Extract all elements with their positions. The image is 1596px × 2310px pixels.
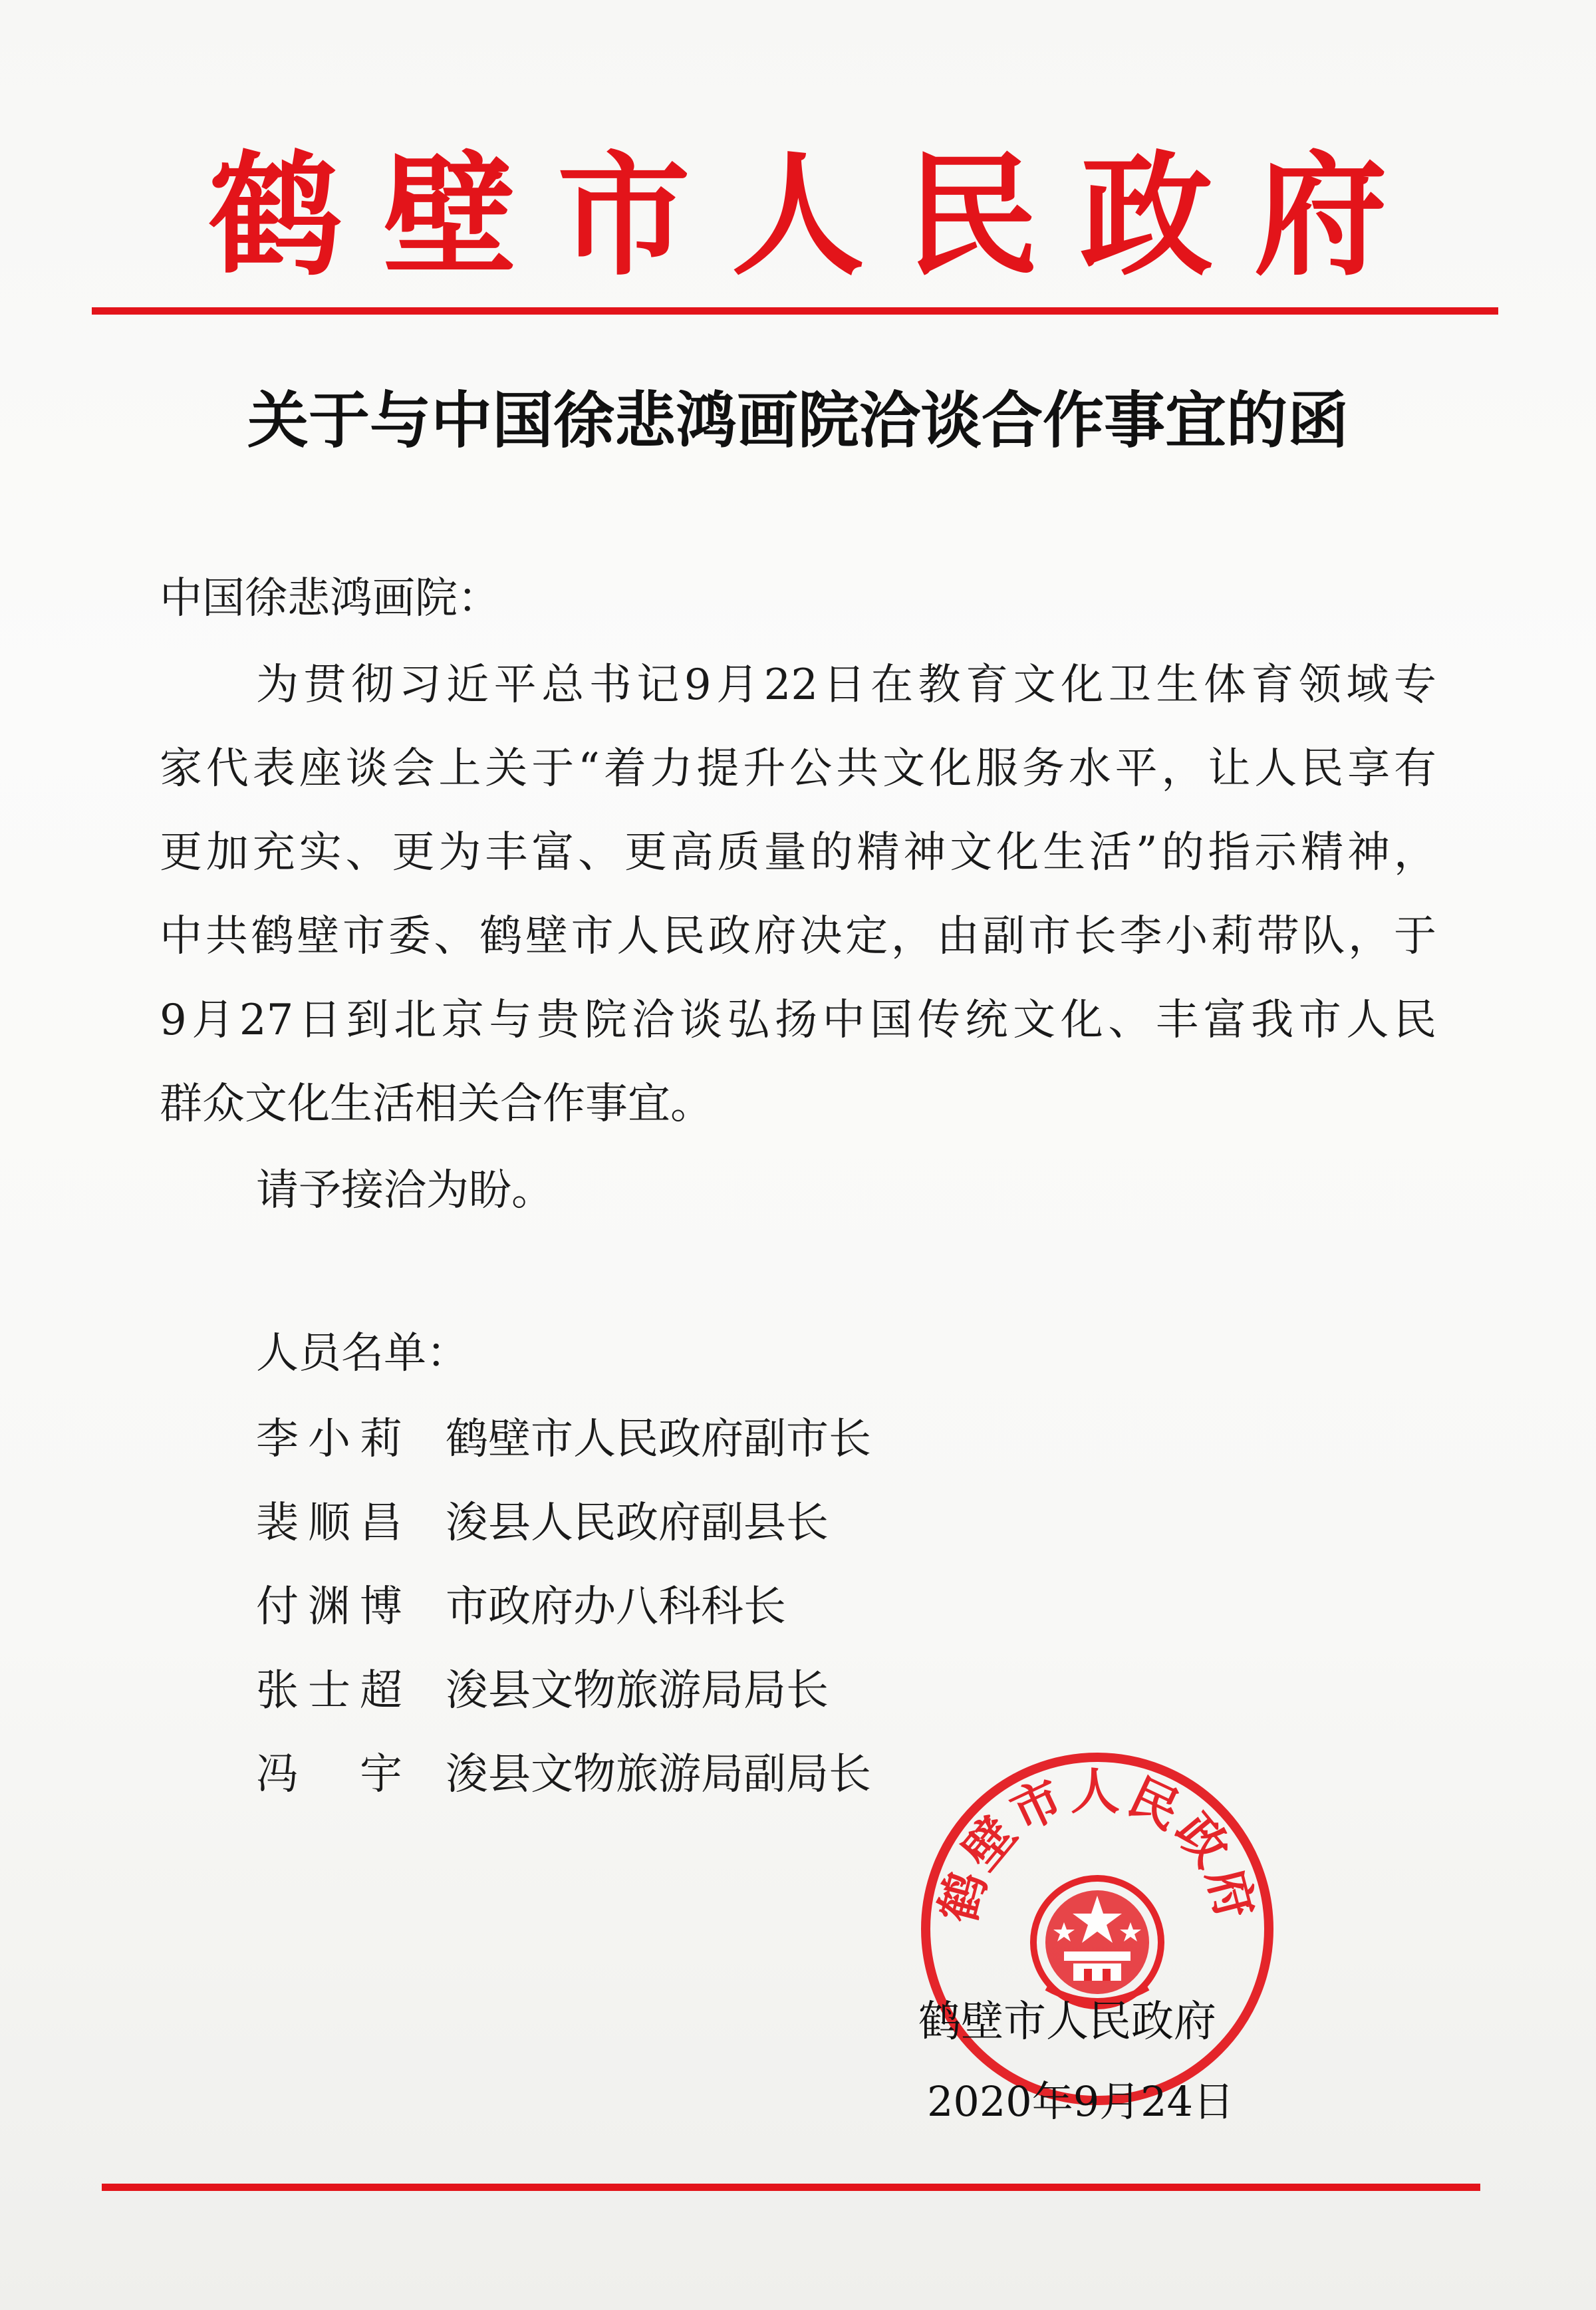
roster-name: 张士超 (256, 1666, 402, 1715)
roster-title: 人员名单： (256, 1329, 469, 1378)
body-line: 群众文化生活相关合作事宜。 (160, 1080, 713, 1129)
roster-role: 市政府办八科科长 (446, 1582, 786, 1632)
closing-line: 请予接洽为盼。 (256, 1166, 554, 1215)
seal-text: 鹤壁市人民政府 (929, 1763, 1265, 1929)
roster-role: 鹤壁市人民政府副市长 (446, 1415, 871, 1464)
masthead-red-rule (92, 307, 1498, 315)
document-title: 关于与中国徐悲鸿画院洽谈合作事宜的函 (247, 384, 1349, 456)
body-line: 为贯彻习近平总书记9月22日在教育文化卫生体育领域专 (256, 660, 1436, 710)
salutation: 中国徐悲鸿画院： (160, 574, 500, 623)
roster-name: 冯宇 (256, 1750, 402, 1799)
official-seal (916, 1748, 1278, 2110)
signature-date: 2020年9月24日 (926, 2077, 1235, 2126)
signature-org: 鹤壁市人民政府 (918, 1997, 1216, 2047)
roster-name: 付渊博 (256, 1582, 402, 1632)
roster-role: 浚县文物旅游局副局长 (446, 1750, 871, 1799)
body-line: 更加充实、更为丰富、更高质量的精神文化生活”的指示精神， (160, 828, 1436, 877)
footer-red-rule (102, 2184, 1480, 2191)
body-line: 9月27日到北京与贵院洽谈弘扬中国传统文化、丰富我市人民 (160, 996, 1436, 1045)
body-line: 家代表座谈会上关于“着力提升公共文化服务水平，让人民享有 (160, 744, 1436, 794)
masthead-org-name: 鹤壁市人民政府 (208, 138, 1428, 294)
roster-name: 李小莉 (256, 1415, 402, 1464)
roster-name: 裴顺昌 (256, 1499, 402, 1548)
roster-role: 浚县文物旅游局局长 (446, 1666, 829, 1715)
national-emblem-icon (1033, 1878, 1161, 2006)
roster-role: 浚县人民政府副县长 (446, 1499, 829, 1548)
body-line: 中共鹤壁市委、鹤壁市人民政府决定，由副市长李小莉带队，于 (160, 912, 1436, 961)
